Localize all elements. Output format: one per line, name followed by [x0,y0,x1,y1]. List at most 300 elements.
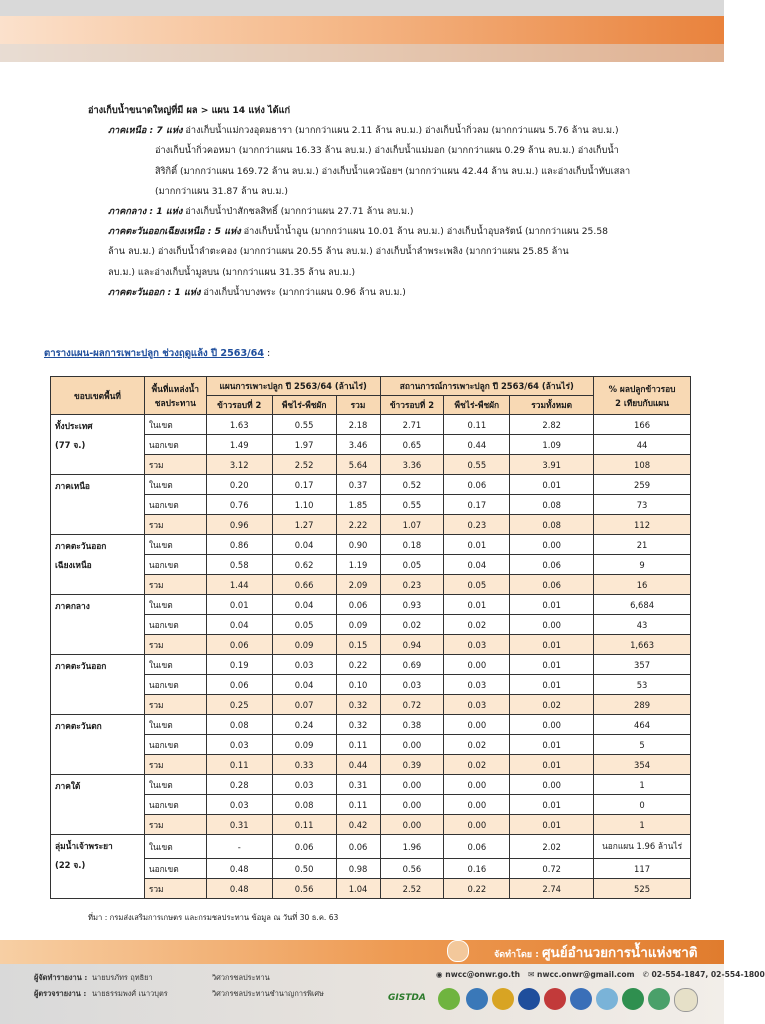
header-status-rice: ข้าวรอบที่ 2 [380,396,444,415]
mail-icon: ✉ [528,970,535,979]
value-cell: 1.19 [336,555,380,575]
value-cell: 2.22 [336,515,380,535]
value-cell: 117 [594,859,691,879]
table-row [51,655,691,675]
phone-icon: ✆ [642,970,649,979]
region-cell [51,715,145,775]
value-cell: 0.48 [206,859,272,879]
value-cell: 1.49 [206,435,272,455]
value-cell: 0.00 [380,735,444,755]
value-cell: 0.69 [380,655,444,675]
value-cell: 2.52 [380,879,444,899]
footer-contact [436,970,765,979]
header-shadow-strip [0,44,724,62]
value-cell: 0.16 [444,859,510,879]
value-cell: 0.42 [336,815,380,835]
source-note: ที่มา : กรมส่งเสริมการเกษตร และกรมชลประทาน ข้อมูล ณ วันที่ 30 ธ.ค. 63 [88,913,339,922]
value-cell: 0.05 [272,615,336,635]
northeast-label: ภาคตะวันออกเฉียงเหนือ : 5 แห่ง [108,226,241,238]
value-cell: 0.01 [510,815,594,835]
north-label: ภาคเหนือ : 7 แห่ง [108,125,183,137]
header-area [144,377,206,415]
value-cell: 0.56 [380,859,444,879]
value-cell: 5.64 [336,455,380,475]
partner-logo-icon [544,988,566,1010]
table-row [51,775,691,795]
value-cell: 0.25 [206,695,272,715]
value-cell: 53 [594,675,691,695]
value-cell: 3.12 [206,455,272,475]
northeast-line-1 [88,222,688,242]
region-name: (77 จ.) [55,440,86,450]
table-row [51,735,691,755]
brand-name: ศูนย์อำนวยการน้ำแห่งชาติ [541,945,698,961]
table-row [51,515,691,535]
value-cell: 0.00 [510,615,594,635]
value-cell: 44 [594,435,691,455]
value-cell: 108 [594,455,691,475]
summary-heading: อ่างเก็บน้ำขนาดใหญ่ที่มี ผล > แผน 14 แห่ง ได้แก่ [88,105,291,116]
value-cell: 166 [594,415,691,435]
value-cell: 0.04 [272,675,336,695]
page-footer [0,940,765,1024]
table-title [44,346,270,361]
footer-brand [494,941,698,963]
header-status-total: รวมทั้งหมด [510,396,594,415]
central-line [88,202,688,222]
area-cell: ในเขต [144,715,206,735]
east-line [88,283,688,303]
value-cell: 0.00 [444,795,510,815]
value-cell: 0.62 [272,555,336,575]
header-percent-line-1: % ผลปลูกข้าวรอบ [608,383,676,394]
value-cell: 0.48 [206,879,272,899]
value-cell: 0.09 [336,615,380,635]
value-cell: 0.02 [380,615,444,635]
value-cell: 0.01 [510,735,594,755]
region-cell [51,775,145,835]
value-cell: 357 [594,655,691,675]
area-cell: รวม [144,755,206,775]
value-cell: 0.17 [444,495,510,515]
area-cell: นอกเขต [144,435,206,455]
area-cell: รวม [144,635,206,655]
value-cell: 0.03 [272,775,336,795]
partner-logo-icon [466,988,488,1010]
value-cell: 0.03 [444,675,510,695]
area-cell: นอกเขต [144,675,206,695]
reviewed-name: นายธรรมพงศ์ เนาวบุตร [92,989,168,998]
area-cell: รวม [144,575,206,595]
header-plan-field-crops: พืชไร่-พืชผัก [272,396,336,415]
region-cell [51,835,145,899]
table-title-link[interactable]: ตารางแผน-ผลการเพาะปลูก ช่วงฤดูแล้ง ปี 2563/64 [44,348,264,359]
gistda-logo: GISTDA [388,993,426,1003]
value-cell: 0.55 [380,495,444,515]
table-row [51,815,691,835]
table-row [51,495,691,515]
region-cell [51,475,145,535]
north-text-1: อ่างเก็บน้ำแม่กวงอุดมธารา (มากกว่าแผน 2.11 ล้าน ลบ.ม.) อ่างเก็บน้ำกิ่วลม (มากกว่าแผน 5.76 ล้าน ลบ.ม.) [185,125,619,137]
header-plan-total: รวม [336,396,380,415]
value-cell: 0.03 [444,635,510,655]
central-label: ภาคกลาง : 1 แห่ง [108,206,183,218]
region-cell [51,535,145,595]
value-cell: 259 [594,475,691,495]
area-cell: นอกเขต [144,795,206,815]
value-cell: 0.04 [444,555,510,575]
partner-logo-icon [648,988,670,1010]
value-cell: 0.18 [380,535,444,555]
value-cell: 0.03 [272,655,336,675]
table-row [51,795,691,815]
area-cell: ในเขต [144,775,206,795]
header-percent-line-2: 2 เทียบกับแผน [615,397,669,408]
area-cell: นอกเขต [144,615,206,635]
header-plan-rice: ข้าวรอบที่ 2 [206,396,272,415]
value-cell: 0.31 [206,815,272,835]
value-cell: 0.32 [336,715,380,735]
table-row [51,475,691,495]
value-cell: 43 [594,615,691,635]
value-cell: 0.00 [380,795,444,815]
value-cell: 0.11 [206,755,272,775]
value-cell: 0.37 [336,475,380,495]
header-area-line-1: พื้นที่แหล่งน้ำ [151,383,199,394]
value-cell: 0.93 [380,595,444,615]
value-cell: 1.10 [272,495,336,515]
table-row [51,755,691,775]
value-cell: 73 [594,495,691,515]
area-cell: ในเขต [144,415,206,435]
header-status-field-crops: พืชไร่-พืชผัก [444,396,510,415]
value-cell: 0.06 [444,835,510,859]
value-cell: 1 [594,775,691,795]
prepared-label: ผู้จัดทำรายงาน : [34,973,88,982]
value-cell: 2.74 [510,879,594,899]
value-cell: 0.01 [510,655,594,675]
value-cell: 0.01 [510,635,594,655]
value-cell: 0.72 [380,695,444,715]
value-cell: 0.11 [444,415,510,435]
value-cell: 0.03 [206,795,272,815]
value-cell: 0.96 [206,515,272,535]
value-cell: 2.82 [510,415,594,435]
value-cell: 0.72 [510,859,594,879]
water-drop-mascot-icon [447,940,469,962]
email-primary[interactable]: nwcc@onwr.go.th [445,970,521,979]
brand-prefix: จัดทำโดย : [494,950,542,960]
value-cell: 0.65 [380,435,444,455]
value-cell: 1.07 [380,515,444,535]
value-cell: 0.23 [444,515,510,535]
table-row [51,575,691,595]
value-cell: 0.06 [336,835,380,859]
table-row [51,695,691,715]
value-cell: 289 [594,695,691,715]
table-title-suffix: : [264,348,271,359]
table-body [51,415,691,899]
prepared-title: วิศวกรชลประทาน [212,973,270,982]
region-name: ภาคตะวันออก [55,661,107,671]
value-cell: 0.06 [336,595,380,615]
value-cell: 0.23 [380,575,444,595]
value-cell: 0.00 [510,715,594,735]
table-row [51,535,691,555]
partner-logo-icon [492,988,514,1010]
value-cell: 0.56 [272,879,336,899]
value-cell: 0.08 [510,515,594,535]
partner-logo-icon [438,988,460,1010]
value-cell: 0.33 [272,755,336,775]
value-cell: 0.00 [510,775,594,795]
table-row [51,635,691,655]
value-cell: 0.02 [444,755,510,775]
value-cell: 0.06 [206,675,272,695]
east-text: อ่างเก็บน้ำบางพระ (มากกว่าแผน 0.96 ล้าน ลบ.ม.) [203,286,406,298]
region-name: เฉียงเหนือ [55,560,92,570]
header-area-line-2: ชลประทาน [154,397,196,408]
value-cell: 0.10 [336,675,380,695]
value-cell: 0.05 [380,555,444,575]
reservoir-summary [88,101,688,303]
table-row [51,835,691,859]
region-name: ภาคตะวันออก [55,541,107,551]
partner-logo-icon [596,988,618,1010]
east-label: ภาคตะวันออก : 1 แห่ง [108,286,201,298]
partner-logo-icon [518,988,540,1010]
value-cell: 16 [594,575,691,595]
value-cell: 0.15 [336,635,380,655]
area-cell: นอกเขต [144,495,206,515]
area-cell: ในเขต [144,535,206,555]
value-cell: 0.00 [380,775,444,795]
value-cell: 0.06 [510,555,594,575]
email-secondary[interactable]: nwcc.onwr@gmail.com [537,970,635,979]
value-cell: 1.44 [206,575,272,595]
value-cell: 1 [594,815,691,835]
value-cell: 0.01 [510,755,594,775]
value-cell: 0.22 [444,879,510,899]
value-cell: 0.50 [272,859,336,879]
value-cell: 464 [594,715,691,735]
area-cell: รวม [144,515,206,535]
value-cell: 1.96 [380,835,444,859]
value-cell: 354 [594,755,691,775]
value-cell: 0 [594,795,691,815]
value-cell: - [206,835,272,859]
value-cell: 21 [594,535,691,555]
header-plan: แผนการเพาะปลูก ปี 2563/64 (ล้านไร่) [206,377,380,396]
value-cell: 0.06 [444,475,510,495]
area-cell: รวม [144,695,206,715]
area-cell: รวม [144,879,206,899]
value-cell: 0.31 [336,775,380,795]
value-cell: 5 [594,735,691,755]
partner-logos [388,988,708,1012]
value-cell: 0.44 [444,435,510,455]
value-cell: 0.01 [510,595,594,615]
header-percent [594,377,691,415]
area-cell: นอกเขต [144,735,206,755]
value-cell: 0.52 [380,475,444,495]
value-cell: 0.00 [444,815,510,835]
value-cell: 0.06 [206,635,272,655]
value-cell: 0.08 [510,495,594,515]
area-cell: ในเขต [144,835,206,859]
region-name: ทั้งประเทศ [55,421,93,431]
table-row [51,435,691,455]
region-cell [51,415,145,475]
northeast-text-1: อ่างเก็บน้ำน้ำอูน (มากกว่าแผน 10.01 ล้าน ลบ.ม.) อ่างเก็บน้ำอุบลรัตน์ (มากกว่าแผน 25.58 [243,226,609,238]
value-cell: 0.03 [380,675,444,695]
table-row [51,859,691,879]
value-cell: 6,684 [594,595,691,615]
value-cell: 0.01 [444,535,510,555]
value-cell: 0.03 [206,735,272,755]
prepared-name: นายบรภัทร ฤทธิยา [92,973,153,982]
value-cell: 0.38 [380,715,444,735]
value-cell: 3.36 [380,455,444,475]
value-cell: 0.06 [510,575,594,595]
area-cell: ในเขต [144,655,206,675]
value-cell: 2.71 [380,415,444,435]
value-cell: 0.04 [272,535,336,555]
header-region: ขอบเขตพื้นที่ [51,377,145,415]
phone-numbers: 02-554-1847, 02-554-1800 [651,970,765,979]
partner-logo-icon [570,988,592,1010]
value-cell: 1.09 [510,435,594,455]
value-cell: 525 [594,879,691,899]
region-name: ลุ่มน้ำเจ้าพระยา [55,841,113,851]
table-row [51,455,691,475]
area-cell: ในเขต [144,595,206,615]
value-cell: 0.01 [206,595,272,615]
value-cell: 1,663 [594,635,691,655]
region-cell [51,655,145,715]
value-cell: 0.55 [444,455,510,475]
value-cell: 2.02 [510,835,594,859]
partner-logo-icon [674,988,698,1012]
value-cell: 0.86 [206,535,272,555]
region-name: ภาคตะวันตก [55,721,102,731]
region-name: ภาคใต้ [55,781,81,791]
value-cell: 2.09 [336,575,380,595]
central-text: อ่างเก็บน้ำป่าสักชลสิทธิ์ (มากกว่าแผน 27.71 ล้าน ลบ.ม.) [185,206,414,218]
value-cell: 0.28 [206,775,272,795]
reviewed-title: วิศวกรชลประทานชำนาญการพิเศษ [212,989,324,998]
value-cell: 0.00 [444,655,510,675]
table-row [51,615,691,635]
value-cell: 0.39 [380,755,444,775]
value-cell: 0.20 [206,475,272,495]
value-cell: 0.11 [272,815,336,835]
value-cell: 0.17 [272,475,336,495]
value-cell: 0.08 [206,715,272,735]
value-cell: 0.00 [510,535,594,555]
value-cell: 0.76 [206,495,272,515]
value-cell: 0.03 [444,695,510,715]
value-cell: 0.06 [272,835,336,859]
value-cell: 0.66 [272,575,336,595]
value-cell: 0.00 [444,715,510,735]
area-cell: ในเขต [144,475,206,495]
value-cell: 0.05 [444,575,510,595]
value-cell: 0.04 [272,595,336,615]
northeast-line-3: ลบ.ม.) และอ่างเก็บน้ำมูลบน (มากกว่าแผน 31.35 ล้าน ลบ.ม.) [108,266,356,278]
table-row [51,715,691,735]
value-cell: 0.11 [336,795,380,815]
value-cell: 0.00 [380,815,444,835]
value-cell: 3.46 [336,435,380,455]
value-cell: 0.04 [206,615,272,635]
region-name: ภาคกลาง [55,601,90,611]
value-cell: 0.01 [444,595,510,615]
value-cell: 1.97 [272,435,336,455]
value-cell: 112 [594,515,691,535]
globe-icon: ◉ [436,970,443,979]
value-cell: 1.27 [272,515,336,535]
value-cell: 1.63 [206,415,272,435]
region-cell [51,595,145,655]
table-row [51,595,691,615]
value-cell: 0.09 [272,635,336,655]
value-cell: 2.18 [336,415,380,435]
value-cell: 0.02 [510,695,594,715]
north-line-3: สิริกิติ์ (มากกว่าแผน 169.72 ล้าน ลบ.ม.) อ่างเก็บน้ำแควน้อยฯ (มากกว่าแผน 42.44 ล้าน ลบ.ม.) และอ่างเก็บน้ำทับเสลา [155,165,631,177]
north-line-4: (มากกว่าแผน 31.87 ล้าน ลบ.ม.) [155,185,288,197]
region-name: (22 จ.) [55,860,86,870]
table-row [51,675,691,695]
northeast-line-2: ล้าน ลบ.ม.) อ่างเก็บน้ำลำตะคอง (มากกว่าแผน 20.55 ล้าน ลบ.ม.) อ่างเก็บน้ำลำพระเพลิง (มากกว่าแผน 25.85 ล้าน [108,246,569,258]
area-cell: รวม [144,815,206,835]
value-cell: 0.55 [272,415,336,435]
table-row [51,879,691,899]
area-cell: รวม [144,455,206,475]
value-cell: 0.01 [510,475,594,495]
value-cell: 2.52 [272,455,336,475]
area-cell: นอกเขต [144,859,206,879]
value-cell: 0.24 [272,715,336,735]
value-cell: 1.04 [336,879,380,899]
page-header-band [0,0,724,62]
value-cell: 0.09 [272,735,336,755]
value-cell: 0.19 [206,655,272,675]
value-cell: 0.32 [336,695,380,715]
reviewed-label: ผู้ตรวจรายงาน : [34,989,87,998]
value-cell: 0.94 [380,635,444,655]
value-cell: 0.22 [336,655,380,675]
value-cell: 0.90 [336,535,380,555]
value-cell: 0.58 [206,555,272,575]
area-cell: นอกเขต [144,555,206,575]
value-cell: 3.91 [510,455,594,475]
table-row [51,555,691,575]
header-grey-strip [0,0,724,16]
value-cell: 0.01 [510,795,594,815]
value-cell: 0.98 [336,859,380,879]
value-cell: 0.07 [272,695,336,715]
partner-logo-icon [622,988,644,1010]
value-cell: 0.02 [444,615,510,635]
value-cell: 0.00 [444,775,510,795]
region-name: ภาคเหนือ [55,481,90,491]
value-cell: 0.02 [444,735,510,755]
cultivation-table [50,376,691,899]
value-cell: 9 [594,555,691,575]
header-status: สถานการณ์การเพาะปลูก ปี 2563/64 (ล้านไร่) [380,377,594,396]
value-cell: 0.44 [336,755,380,775]
